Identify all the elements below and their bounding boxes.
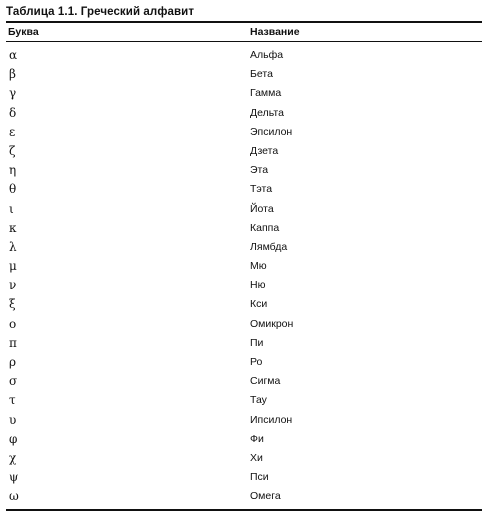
table-body	[6, 42, 482, 509]
greek-letter-cell: μ	[9, 259, 17, 274]
greek-letter-cell: ξ	[9, 297, 16, 312]
letter-name-cell: Йота	[250, 202, 274, 215]
table-row	[6, 180, 482, 199]
letter-name-cell: Эпсилон	[250, 125, 293, 138]
letter-name-cell: Хи	[250, 451, 263, 464]
letter-name-cell: Тэта	[250, 183, 273, 196]
letter-name-cell: Гамма	[250, 87, 282, 100]
greek-letter-cell: ω	[9, 489, 19, 504]
table-row	[6, 200, 482, 219]
greek-letter-cell: ρ	[9, 355, 17, 369]
table-row	[6, 334, 482, 353]
header-letter: Буква	[8, 26, 39, 38]
letter-name-cell: Ню	[250, 279, 266, 292]
greek-letter-cell: ε	[9, 124, 16, 139]
letter-name-cell: Пси	[250, 471, 269, 484]
letter-name-cell: Бета	[250, 68, 273, 81]
greek-letter-cell: σ	[9, 374, 18, 389]
letter-name-cell: Омикрон	[250, 317, 294, 330]
table-row	[6, 84, 482, 103]
greek-letter-cell: ν	[9, 278, 17, 293]
greek-letter-cell: η	[9, 163, 17, 178]
greek-letter-cell: υ	[9, 412, 17, 427]
table-header-row	[6, 23, 482, 41]
header-name: Название	[250, 26, 300, 38]
table-row	[6, 65, 482, 84]
letter-name-cell: Сигма	[250, 375, 281, 388]
table-row	[6, 391, 482, 410]
table-bottom-rule	[6, 509, 482, 511]
table-container	[6, 3, 482, 511]
greek-letter-cell: τ	[9, 393, 16, 408]
table-row	[6, 219, 482, 238]
letter-name-cell: Дзета	[250, 144, 279, 157]
greek-letter-cell: χ	[9, 450, 17, 465]
greek-letter-cell: ζ	[9, 143, 16, 158]
table-row	[6, 46, 482, 65]
letter-name-cell: Омега	[250, 490, 281, 503]
table-row	[6, 315, 482, 334]
greek-letter-cell: λ	[9, 239, 17, 254]
letter-name-cell: Мю	[250, 260, 267, 273]
table-row	[6, 257, 482, 276]
table-row	[6, 104, 482, 123]
table-row	[6, 295, 482, 314]
greek-letter-cell: β	[9, 67, 16, 82]
table-row	[6, 372, 482, 391]
table-row	[6, 468, 482, 487]
greek-letter-cell: γ	[9, 86, 17, 101]
letter-name-cell: Пи	[250, 336, 264, 349]
table-row	[6, 411, 482, 430]
table-row	[6, 276, 482, 295]
letter-name-cell: Ро	[250, 356, 263, 368]
table-row	[6, 487, 482, 506]
greek-letter-cell: ο	[9, 316, 17, 331]
greek-letter-cell: α	[9, 48, 18, 62]
letter-name-cell: Фи	[250, 432, 264, 445]
table-row	[6, 449, 482, 468]
greek-letter-cell: ι	[9, 201, 14, 216]
table-row	[6, 353, 482, 372]
table-caption: Таблица 1.1. Греческий алфавит	[6, 6, 195, 18]
greek-letter-cell: π	[9, 335, 17, 350]
greek-letter-cell: ψ	[9, 470, 19, 485]
table-row	[6, 161, 482, 180]
greek-letter-cell: κ	[9, 220, 17, 235]
greek-letter-cell: δ	[9, 105, 17, 120]
letter-name-cell: Каппа	[250, 221, 280, 234]
table-row	[6, 123, 482, 142]
letter-name-cell: Ипсилон	[250, 413, 293, 426]
letter-name-cell: Тау	[250, 394, 267, 407]
table-row	[6, 142, 482, 161]
letter-name-cell: Дельта	[250, 106, 284, 119]
greek-letter-cell: φ	[9, 431, 18, 446]
greek-letter-cell: θ	[9, 182, 17, 197]
letter-name-cell: Альфа	[250, 49, 284, 61]
letter-name-cell: Кси	[250, 298, 268, 311]
table-row	[6, 238, 482, 257]
letter-name-cell: Лямбда	[250, 240, 288, 253]
table-row	[6, 430, 482, 449]
letter-name-cell: Эта	[250, 164, 269, 177]
